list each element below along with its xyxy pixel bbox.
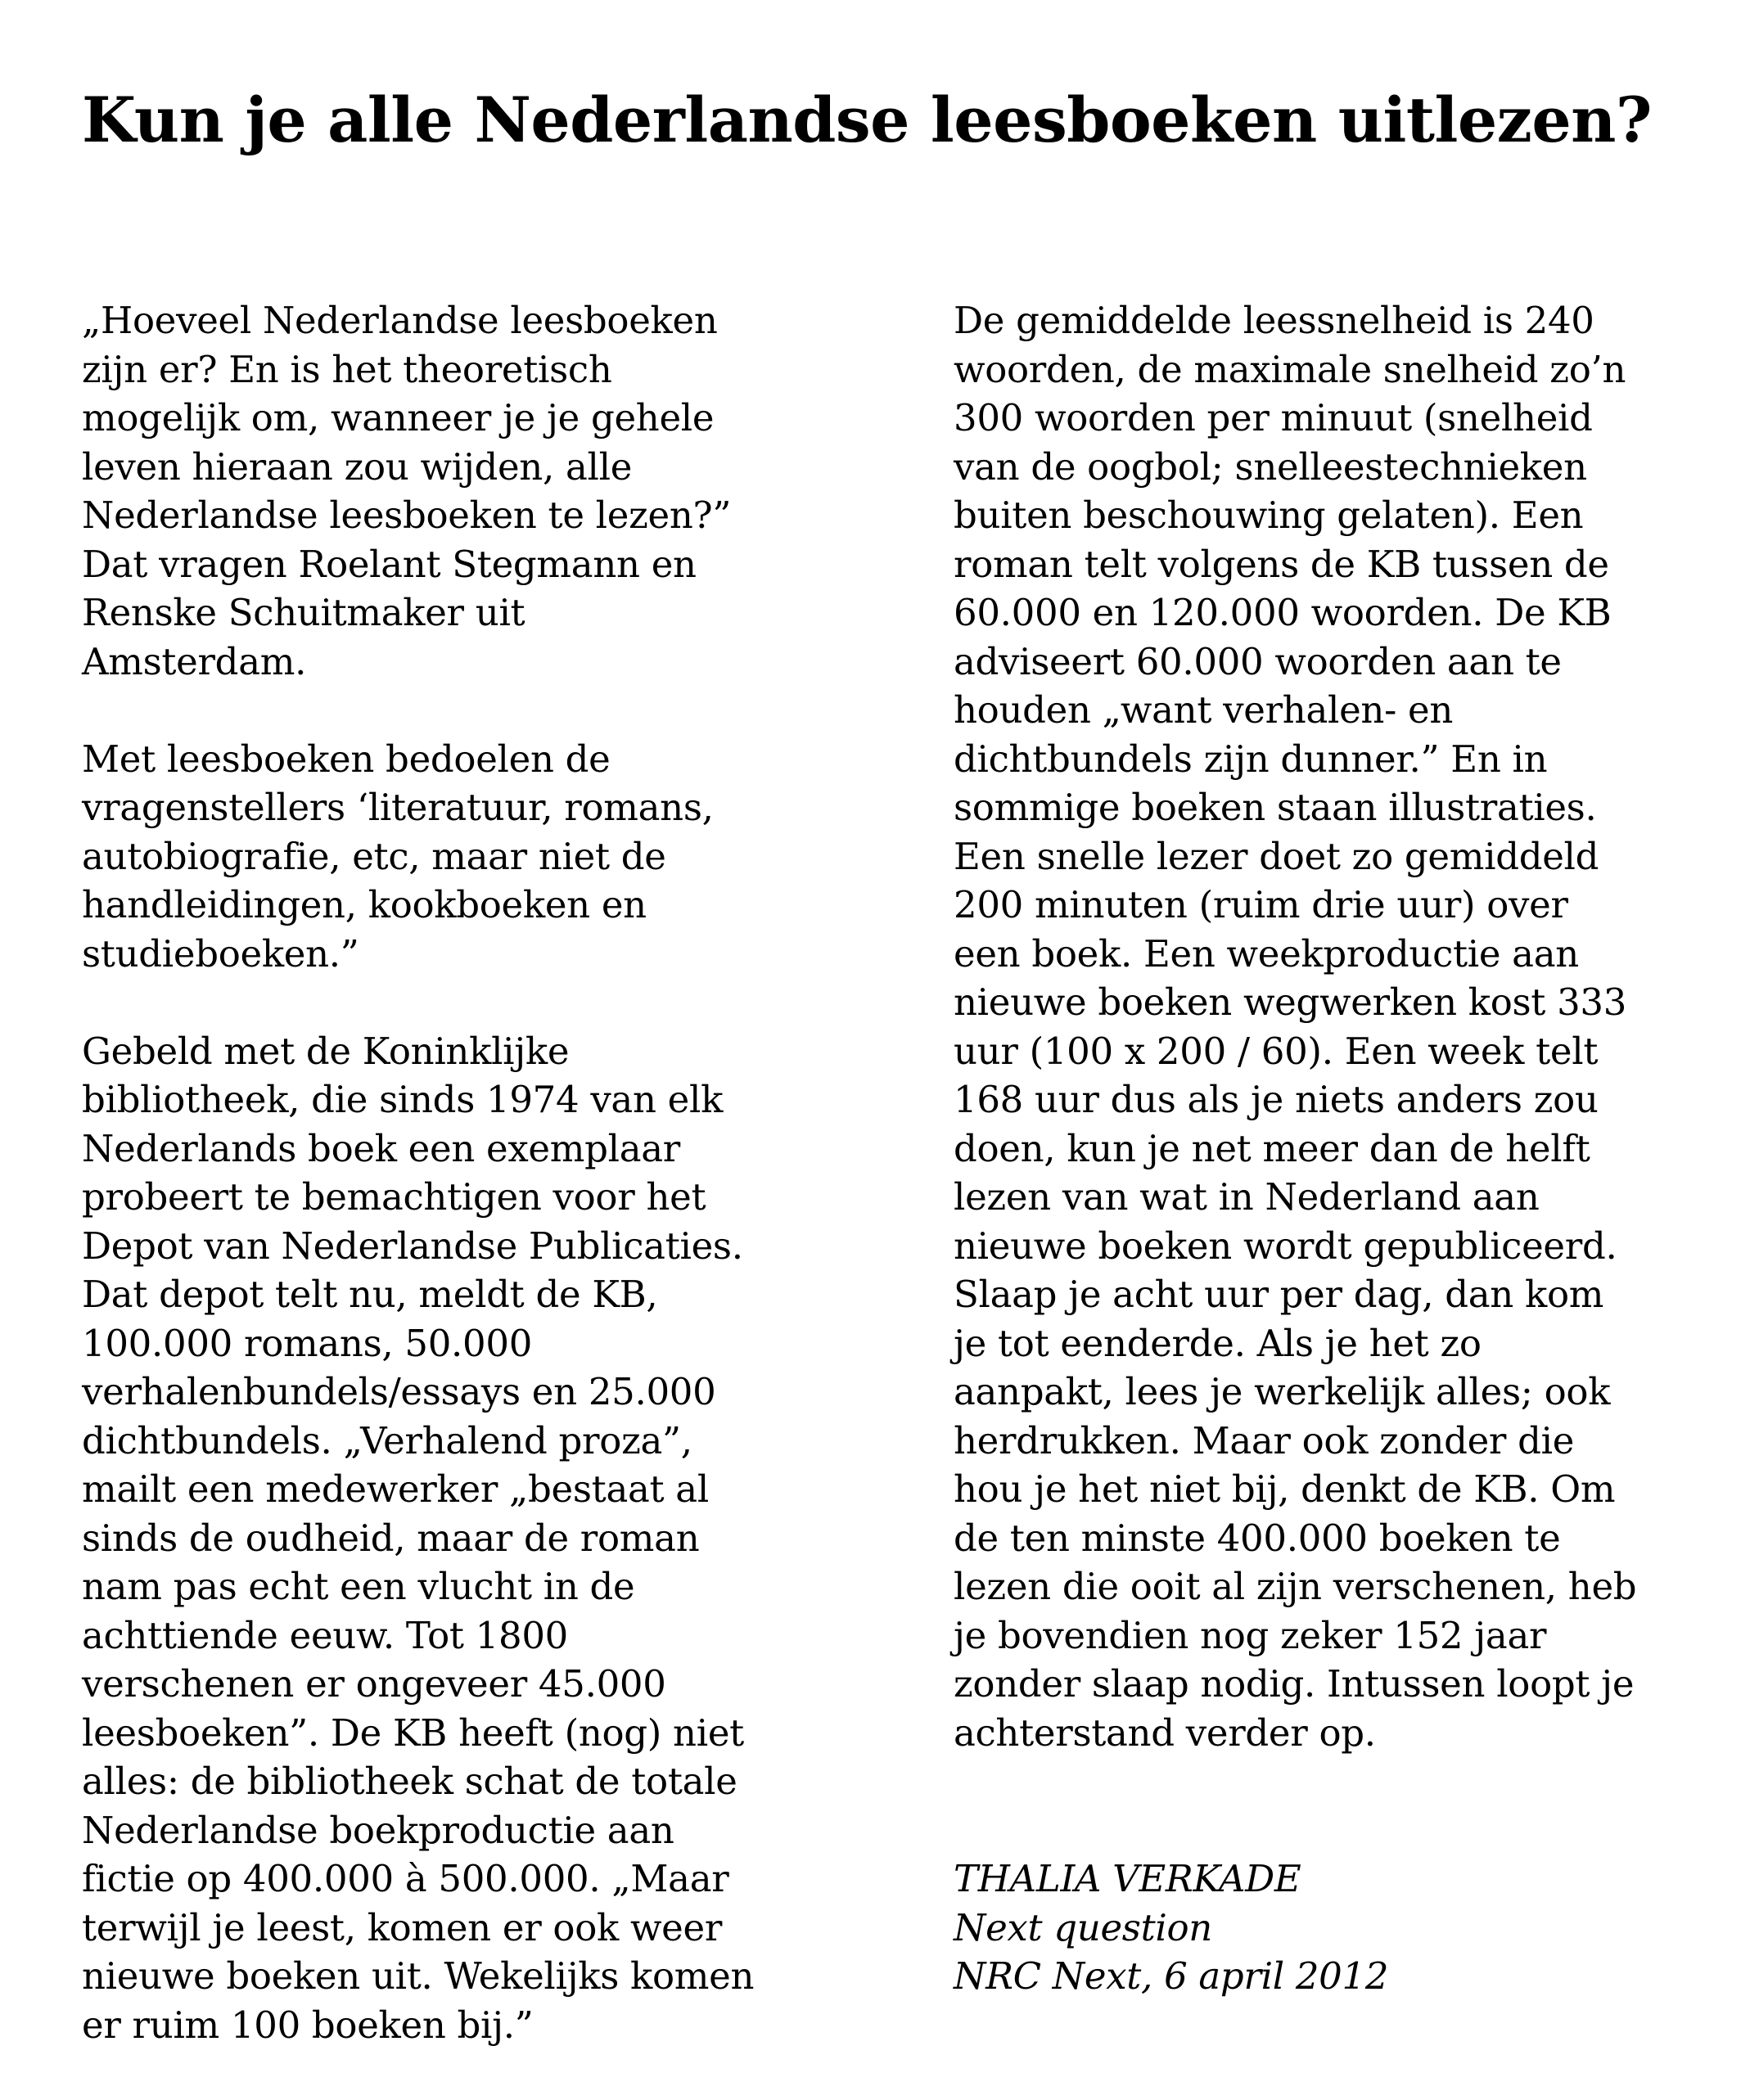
- left_column-paragraph: [82, 296, 917, 686]
- text-line: Gebeld met de Koninklijke: [82, 1029, 570, 1073]
- text-line: sommige boeken staan illustraties.: [954, 786, 1597, 829]
- text-line: Dat vragen Roelant Stegmann en: [82, 542, 697, 586]
- text-line: handleidingen, kookboeken en: [82, 883, 647, 926]
- left_column-paragraph: [82, 735, 917, 979]
- text-line: studieboeken.”: [82, 931, 359, 976]
- text-line: nam pas echt een vlucht in de: [82, 1565, 635, 1608]
- text-line: aanpakt, lees je werkelijk alles; ook: [954, 1370, 1611, 1413]
- text-line: alles: de bibliotheek schat de totale: [82, 1760, 737, 1803]
- text-line: achterstand verder op.: [954, 1710, 1376, 1755]
- text-line: Depot van Nederlandse Publicaties.: [82, 1223, 743, 1268]
- text-line: 60.000 en 120.000 woorden. De KB: [954, 591, 1612, 634]
- right_column-paragraph: [954, 296, 1739, 1757]
- text-line: bibliotheek, die sinds 1974 van elk: [82, 1078, 724, 1121]
- text-line: 300 woorden per minuut (snelheid: [954, 396, 1593, 439]
- text-line: verhalenbundels/essays en 25.000: [82, 1370, 716, 1413]
- text-line: houden „want verhalen- en: [954, 688, 1454, 732]
- text-line: je bovendien nog zeker 152 jaar: [954, 1613, 1547, 1657]
- text-line: uur (100 x 200 / 60). Een week telt: [954, 1029, 1599, 1073]
- text-line: lezen van wat in Nederland aan: [954, 1175, 1540, 1219]
- text-line: Nederlandse leesboeken te lezen?”: [82, 493, 732, 537]
- text-line: Amsterdam.: [82, 639, 307, 683]
- signature-source: NRC Next, 6 april 2012: [954, 1954, 1389, 1998]
- text-line: woorden, de maximale snelheid zo’n: [954, 347, 1626, 391]
- text-line: sinds de oudheid, maar de roman: [82, 1516, 700, 1560]
- text-line: De gemiddelde leessnelheid is 240: [954, 299, 1594, 342]
- text-line: een boek. Een weekproductie aan: [954, 931, 1579, 976]
- right-column: [954, 296, 1739, 2001]
- text-line: zonder slaap nodig. Intussen loopt je: [954, 1662, 1635, 1706]
- text-line: 168 uur dus als je niets anders zou: [954, 1078, 1599, 1121]
- text-line: Een snelle lezer doet zo gemiddeld: [954, 834, 1599, 878]
- left_column-paragraph: [82, 1027, 917, 2050]
- text-line: leven hieraan zou wijden, alle: [82, 444, 633, 489]
- text-line: autobiografie, etc, maar niet de: [82, 834, 666, 878]
- article-title: Kun je alle Nederlandse leesboeken uitlezen?: [82, 83, 1652, 156]
- text-line: de ten minste 400.000 boeken te: [954, 1516, 1561, 1560]
- text-line: er ruim 100 boeken bij.”: [82, 2003, 534, 2047]
- signature-column: Next question: [954, 1905, 1212, 1949]
- text-line: 200 minuten (ruim drie uur) over: [954, 883, 1568, 926]
- text-line: 100.000 romans, 50.000: [82, 1321, 533, 1365]
- text-line: buiten beschouwing gelaten). Een: [954, 493, 1584, 537]
- text-line: Renske Schuitmaker uit: [82, 591, 525, 634]
- text-line: verschenen er ongeveer 45.000: [82, 1662, 666, 1706]
- text-line: roman telt volgens de KB tussen de: [954, 542, 1609, 586]
- text-line: mogelijk om, wanneer je je gehele: [82, 396, 715, 439]
- text-line: nieuwe boeken wegwerken kost 333: [954, 980, 1627, 1024]
- signature-author: THALIA VERKADE: [954, 1857, 1301, 1900]
- text-line: je tot eenderde. Als je het zo: [954, 1321, 1482, 1365]
- text-line: doen, kun je net meer dan de helft: [954, 1126, 1590, 1170]
- text-line: dichtbundels. „Verhalend proza”,: [82, 1418, 692, 1462]
- text-line: van de oogbol; snelleestechnieken: [954, 444, 1587, 489]
- text-line: leesboeken”. De KB heeft (nog) niet: [82, 1710, 744, 1755]
- text-line: hou je het niet bij, denkt de KB. Om: [954, 1467, 1616, 1511]
- text-line: „Hoeveel Nederlandse leesboeken: [82, 299, 718, 342]
- text-line: terwijl je leest, komen er ook weer: [82, 1905, 723, 1949]
- text-line: fictie op 400.000 à 500.000. „Maar: [82, 1857, 729, 1900]
- text-line: Slaap je acht uur per dag, dan kom: [954, 1273, 1604, 1316]
- text-line: dichtbundels zijn dunner.” En in: [954, 737, 1548, 781]
- text-line: nieuwe boeken uit. Wekelijks komen: [82, 1954, 755, 1998]
- text-line: zijn er? En is het theoretisch: [82, 347, 612, 391]
- text-line: Dat depot telt nu, meldt de KB,: [82, 1273, 658, 1316]
- text-line: mailt een medewerker „bestaat al: [82, 1467, 709, 1511]
- text-line: herdrukken. Maar ook zonder die: [954, 1418, 1575, 1462]
- text-line: lezen die ooit al zijn verschenen, heb: [954, 1565, 1637, 1608]
- text-line: Met leesboeken bedoelen de: [82, 737, 611, 781]
- text-line: achttiende eeuw. Tot 1800: [82, 1613, 568, 1657]
- text-line: Nederlandse boekproductie aan: [82, 1808, 674, 1852]
- text-line: Nederlands boek een exemplaar: [82, 1126, 680, 1170]
- text-line: adviseert 60.000 woorden aan te: [954, 639, 1562, 683]
- left-column: [82, 296, 917, 2098]
- text-line: vragenstellers ‘literatuur, romans,: [82, 786, 714, 829]
- signature: [954, 1854, 1739, 2001]
- text-line: probeert te bemachtigen voor het: [82, 1175, 706, 1219]
- text-line: nieuwe boeken wordt gepubliceerd.: [954, 1223, 1617, 1268]
